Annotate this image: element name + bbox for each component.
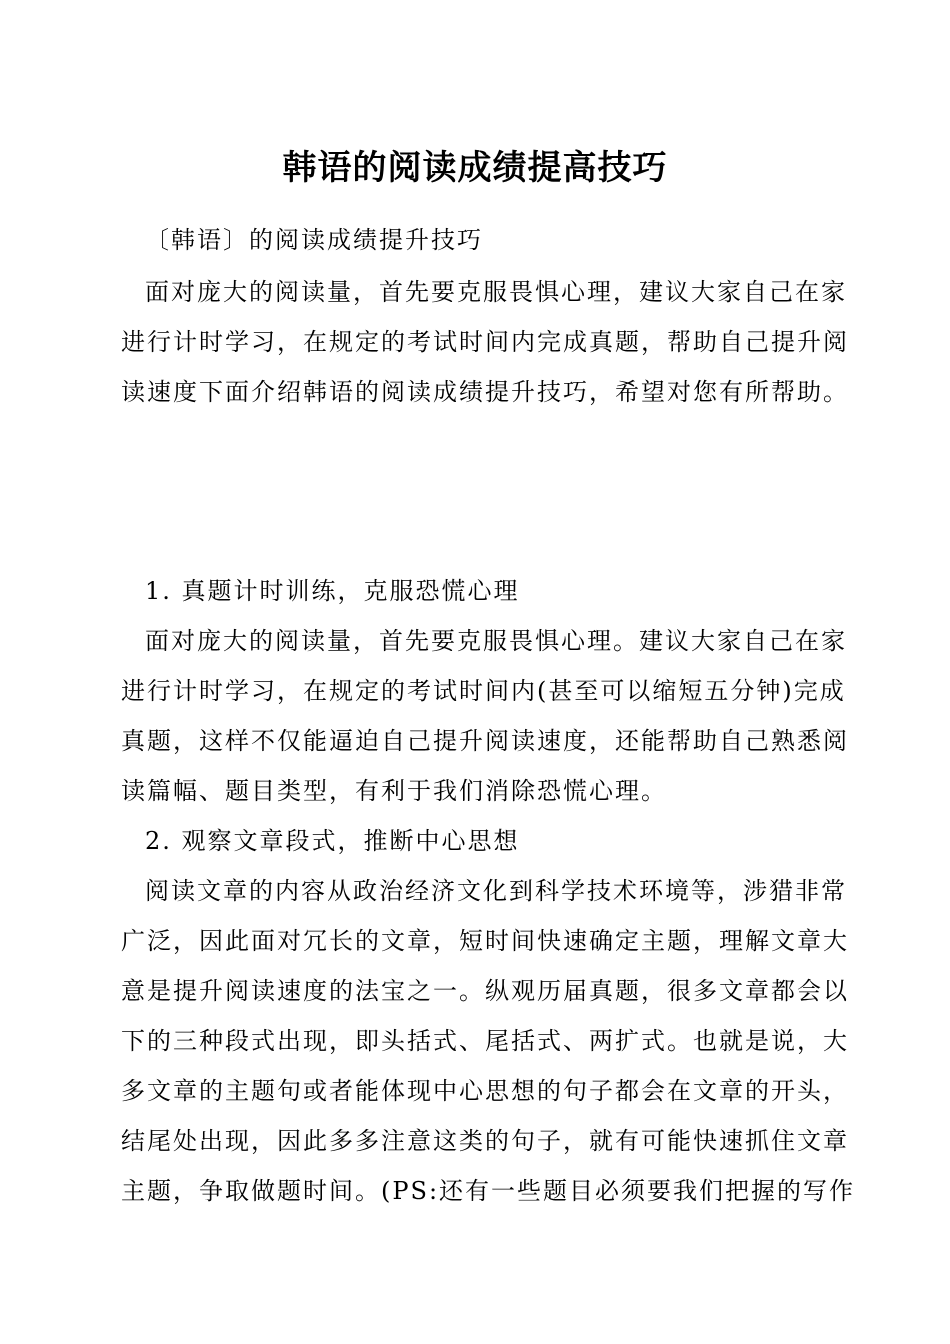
section-2-line-4: 下的三种段式出现，即头括式、尾括式、两扩式。也就是说，大 bbox=[121, 1027, 849, 1055]
intro-line-1: 面对庞大的阅读量，首先要克服畏惧心理，建议大家自己在家 bbox=[145, 278, 847, 306]
subtitle-line: 〔韩语〕的阅读成绩提升技巧 bbox=[145, 226, 483, 254]
intro-line-3: 读速度下面介绍韩语的阅读成绩提升技巧，希望对您有所帮助。 bbox=[121, 378, 849, 406]
section-2-line-6: 结尾处出现，因此多多注意这类的句子，就有可能快速抓住文章 bbox=[121, 1127, 849, 1155]
section-2-line-2: 广泛，因此面对冗长的文章，短时间快速确定主题，理解文章大 bbox=[121, 927, 849, 955]
section-1-heading: 1. 真题计时训练，克服恐慌心理 bbox=[145, 577, 520, 605]
document-title: 韩语的阅读成绩提高技巧 bbox=[282, 148, 668, 188]
section-1-line-1: 面对庞大的阅读量，首先要克服畏惧心理。建议大家自己在家 bbox=[145, 627, 847, 655]
section-1-line-4: 读篇幅、题目类型，有利于我们消除恐慌心理。 bbox=[121, 777, 667, 805]
section-2-heading: 2. 观察文章段式，推断中心思想 bbox=[145, 827, 520, 855]
section-2-line-1: 阅读文章的内容从政治经济文化到科学技术环境等，涉猎非常 bbox=[145, 877, 847, 905]
section-1-line-2: 进行计时学习，在规定的考试时间内(甚至可以缩短五分钟)完成 bbox=[121, 677, 846, 705]
section-2-line-7: 主题，争取做题时间。(PS:还有一些题目必须要我们把握的写作 bbox=[121, 1177, 856, 1205]
section-2-line-5: 多文章的主题句或者能体现中心思想的句子都会在文章的开头， bbox=[121, 1077, 849, 1105]
section-1-line-3: 真题，这样不仅能逼迫自己提升阅读速度，还能帮助自己熟悉阅 bbox=[121, 727, 849, 755]
intro-line-2: 进行计时学习，在规定的考试时间内完成真题，帮助自己提升阅 bbox=[121, 328, 849, 356]
section-2-line-3: 意是提升阅读速度的法宝之一。纵观历届真题，很多文章都会以 bbox=[121, 977, 849, 1005]
